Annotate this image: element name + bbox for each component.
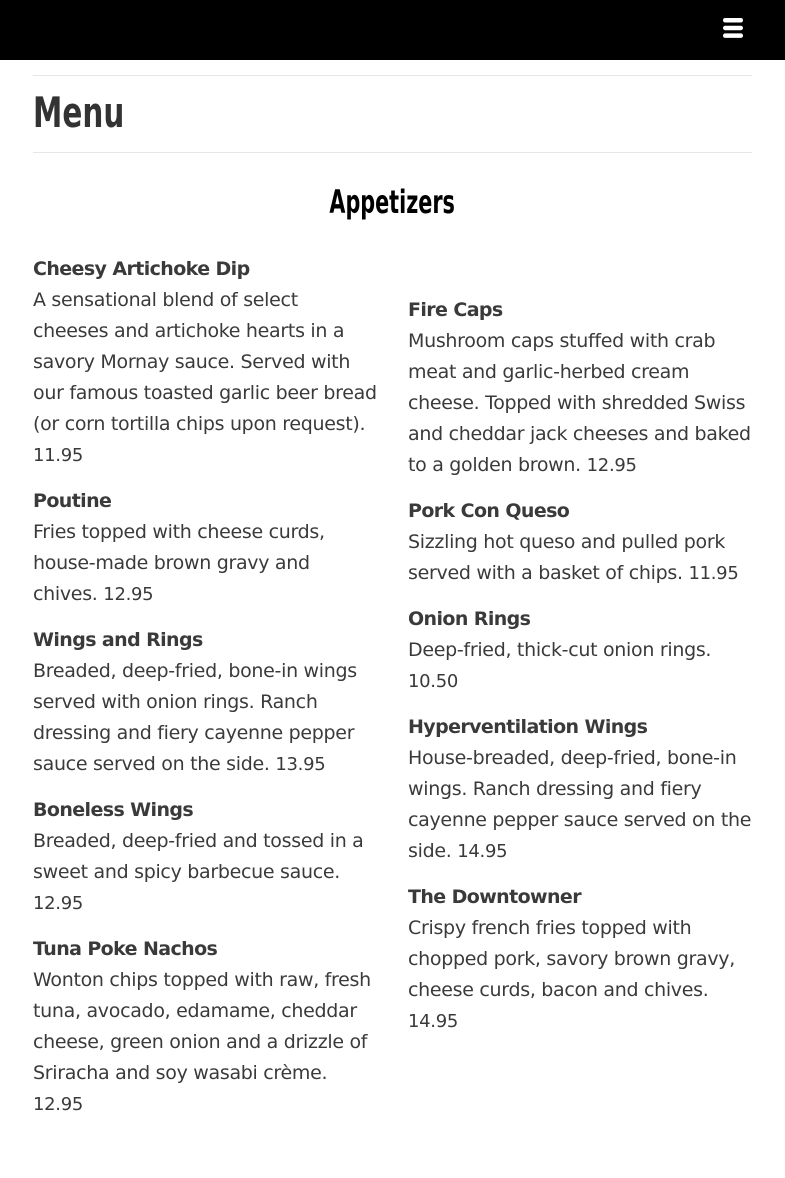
hamburger-menu-button[interactable] bbox=[723, 17, 743, 39]
menu-item-name: Pork Con Queso bbox=[408, 500, 570, 522]
menu-item-description-text: Deep-fried, thick-cut onion rings. bbox=[408, 639, 712, 661]
menu-item-name: Boneless Wings bbox=[33, 799, 194, 821]
menu-item-description bbox=[33, 656, 378, 780]
menu-item bbox=[33, 934, 378, 1120]
menu-item-name: Fire Caps bbox=[408, 299, 503, 321]
menu-item-description bbox=[408, 913, 753, 1037]
section-heading-text: Appetizers bbox=[329, 183, 456, 221]
menu-item-description bbox=[33, 826, 378, 919]
hamburger-icon bbox=[723, 17, 743, 39]
menu-item-name: Hyperventilation Wings bbox=[408, 716, 648, 738]
menu-column-left bbox=[33, 254, 378, 1135]
menu-item-description bbox=[33, 517, 378, 610]
menu-item-description bbox=[33, 965, 378, 1120]
top-navigation-bar bbox=[0, 0, 785, 60]
menu-item-price: 13.95 bbox=[275, 754, 326, 775]
menu-item bbox=[408, 496, 753, 589]
menu-item bbox=[408, 882, 753, 1037]
menu-item-price: 12.95 bbox=[586, 455, 637, 476]
menu-item-price: 12.95 bbox=[103, 584, 154, 605]
menu-item-description-text: Mushroom caps stuffed with crab meat and garlic-herbed cream cheese. Topped with shredded Swiss and cheddar jack cheeses and baked to a golden brown. bbox=[408, 330, 751, 476]
title-divider-bottom bbox=[33, 152, 752, 153]
menu-item-name: Wings and Rings bbox=[33, 629, 203, 651]
menu-item bbox=[33, 486, 378, 610]
menu-item-price: 11.95 bbox=[688, 563, 739, 584]
menu-item-name: The Downtowner bbox=[408, 886, 581, 908]
menu-item-name: Tuna Poke Nachos bbox=[33, 938, 218, 960]
menu-item-description-text: Breaded, deep-fried, bone-in wings served with onion rings. Ranch dressing and fiery cayenne pepper sauce served on the side. bbox=[33, 660, 357, 775]
menu-item-description-text: Fries topped with cheese curds, house-made brown gravy and chives. bbox=[33, 521, 325, 605]
menu-item bbox=[408, 604, 753, 697]
menu-item-price: 14.95 bbox=[408, 1011, 459, 1032]
menu-item-description bbox=[408, 635, 753, 697]
menu-item-description bbox=[408, 527, 753, 589]
menu-column-right bbox=[408, 295, 753, 1052]
menu-item bbox=[33, 625, 378, 780]
menu-item bbox=[33, 795, 378, 919]
menu-item-description-text: Wonton chips topped with raw, fresh tuna, avocado, edamame, cheddar cheese, green onion and a drizzle of Sriracha and soy wasabi crème. bbox=[33, 969, 371, 1084]
menu-item-price: 14.95 bbox=[457, 841, 508, 862]
section-heading bbox=[0, 180, 785, 224]
menu-item-name: Cheesy Artichoke Dip bbox=[33, 258, 250, 280]
menu-item bbox=[408, 712, 753, 867]
menu-item-description-text: Sizzling hot queso and pulled pork served with a basket of chips. bbox=[408, 531, 726, 584]
menu-item-price: 12.95 bbox=[33, 1094, 84, 1115]
title-divider-top bbox=[33, 75, 752, 76]
menu-item-description-text: Crispy french fries topped with chopped pork, savory brown gravy, cheese curds, bacon and chives. bbox=[408, 917, 735, 1001]
menu-item-description bbox=[33, 285, 378, 471]
menu-item bbox=[408, 295, 753, 481]
menu-item bbox=[33, 254, 378, 471]
menu-item-description-text: House-breaded, deep-fried, bone-in wings. Ranch dressing and fiery cayenne pepper sauce served on the side. bbox=[408, 747, 752, 862]
page-title: Menu bbox=[33, 88, 125, 137]
menu-item-price: 10.50 bbox=[408, 671, 459, 692]
menu-item-price: 12.95 bbox=[33, 893, 84, 914]
menu-item-description bbox=[408, 326, 753, 481]
menu-item-name: Onion Rings bbox=[408, 608, 531, 630]
menu-item-description bbox=[408, 743, 753, 867]
menu-item-description-text: Breaded, deep-fried and tossed in a sweet and spicy barbecue sauce. bbox=[33, 830, 364, 883]
menu-item-description-text: A sensational blend of select cheeses and artichoke hearts in a savory Mornay sauce. Served with our famous toasted garlic beer bread (or corn tortilla chips upon request). bbox=[33, 289, 377, 435]
menu-item-price: 11.95 bbox=[33, 445, 84, 466]
menu-item-name: Poutine bbox=[33, 490, 112, 512]
